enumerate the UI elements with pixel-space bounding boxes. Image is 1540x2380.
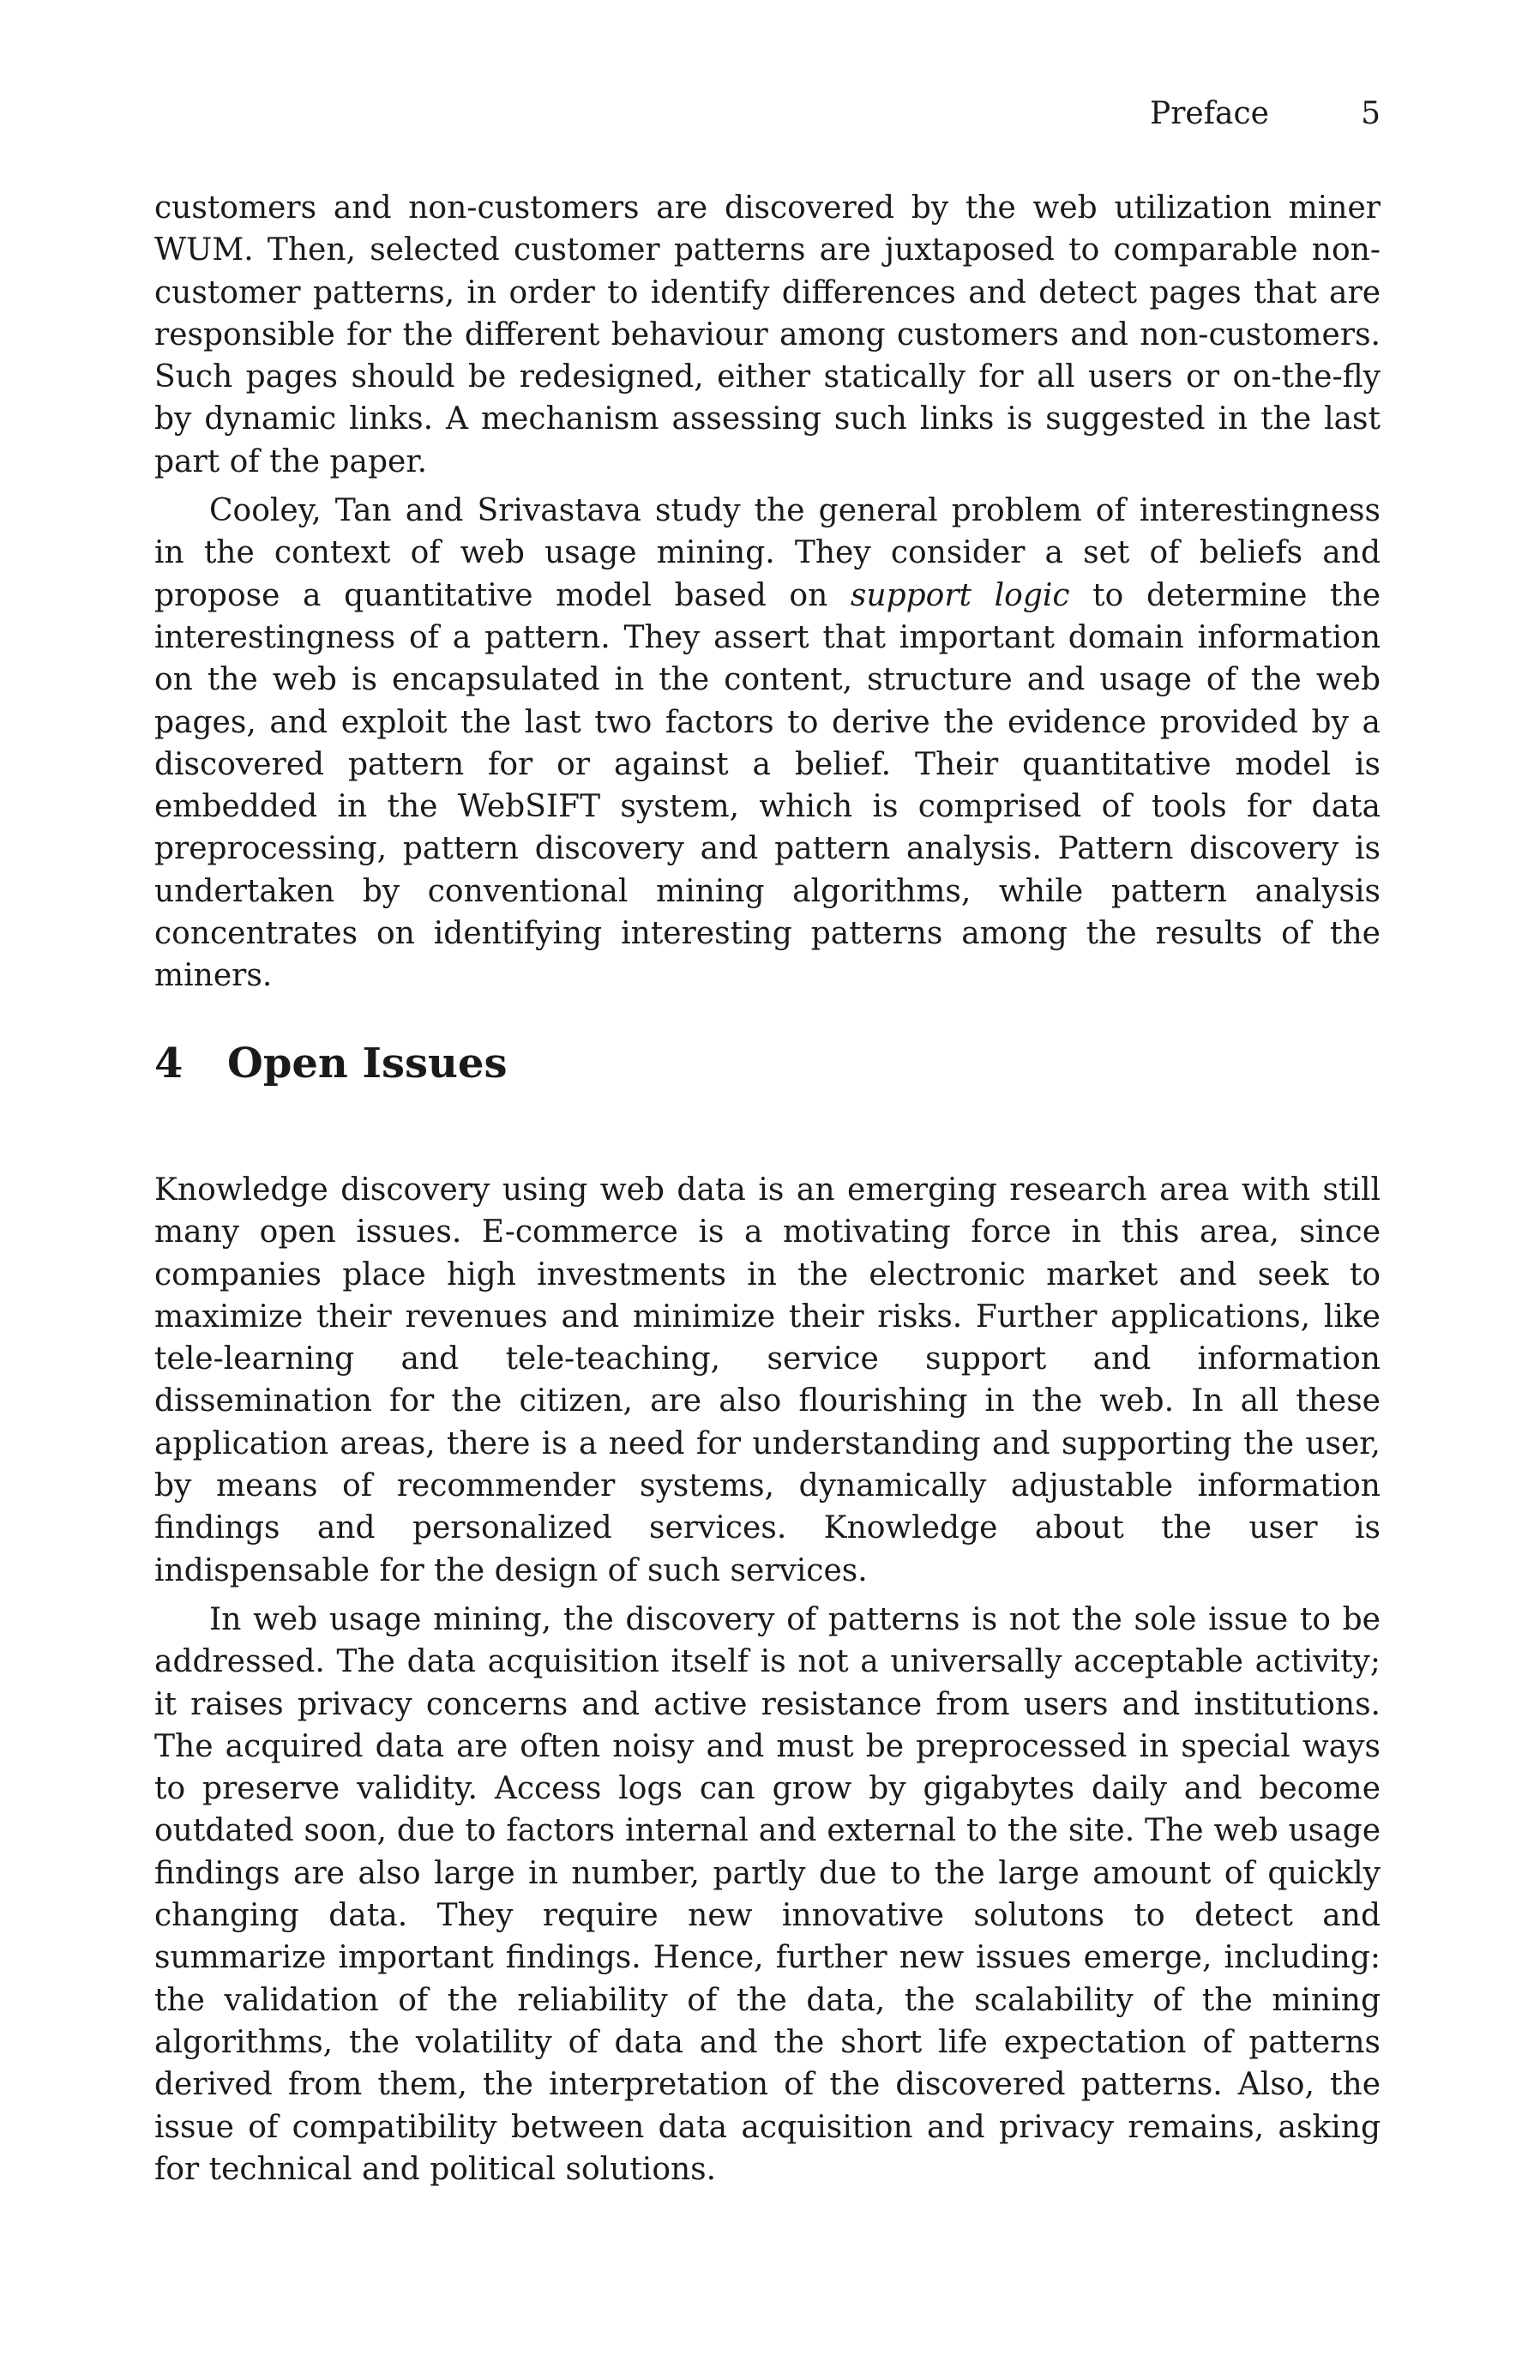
body-text-open-issues <box>154 1169 1381 2190</box>
running-title: Preface <box>1150 96 1269 131</box>
section-number: 4 <box>154 1039 183 1088</box>
paragraph-cooley-text-b: to determine the interestingness of a pattern. They assert that important domain information on the web is encapsulated in the content, structure and usage of the web pages, and exploit the last two factors to derive the evidence provided by a discovered pattern for or against a belief. Their quantitative model is embedded in the WebSIFT system, which is comprised of tools for data preprocessing, pattern discovery and pattern analysis. Pattern discovery is undertaken by conventional mining algorithms, while pattern analysis concentrates on identifying interesting patterns among the results of the miners. <box>154 577 1381 994</box>
paragraph-wum-continuation: customers and non-customers are discovered by the web utilization miner WUM. Then, selected customer patterns are juxtaposed to comparable non-customer patterns, in order to identify differences and detect pages that are responsible for the different behaviour among customers and non-customers. Such pages should be redesigned, either statically for all users or on-the-fly by dynamic links. A mechanism assessing such links is suggested in the last part of the paper. <box>154 190 1381 479</box>
paragraph-knowledge-discovery: Knowledge discovery using web data is an emerging research area with still many open issues. E-commerce is a motivating force in this area, since companies place high investments in the electronic market and seek to maximize their revenues and minimize their risks. Further applications, like tele-learning and tele-teaching, service support and information dissemination for the citizen, are also flourishing in the web. In all these application areas, there is a need for understanding and supporting the user, by means of recommender systems, dynamically adjustable information findings and personalized services. Knowledge about the user is indispensable for the design of such services. <box>154 1172 1381 1588</box>
running-head <box>154 96 1381 139</box>
section-heading <box>154 1038 1381 1089</box>
body-text-before-section <box>154 187 1381 997</box>
page-number: 5 <box>1361 96 1381 131</box>
emphasis-support-logic: support logic <box>850 577 1070 613</box>
section-title: Open Issues <box>227 1039 508 1088</box>
paragraph-cooley-websift <box>154 490 1381 997</box>
paragraph-web-usage-mining-issues: In web usage mining, the discovery of patterns is not the sole issue to be addressed. The data acquisition itself is not a universally acceptable activity; it raises privacy concerns and active resistance from users and institutions. The acquired data are often noisy and must be preprocessed in special ways to preserve validity. Access logs can grow by gigabytes daily and become outdated soon, due to factors internal and external to the site. The web usage findings are also large in number, partly due to the large amount of quickly changing data. They require new innovative solutons to detect and summarize important findings. Hence, further new issues emerge, including: the validation of the reliability of the data, the scalability of the mining algorithms, the volatility of data and the short life expectation of patterns derived from them, the interpretation of the discovered patterns. Also, the issue of compatibility between data acquisition and privacy remains, asking for technical and political solutions. <box>154 1601 1381 2187</box>
paragraph-cooley-text-a: Cooley, Tan and Srivastava study the general problem of interestingness in the context of web usage mining. They consider a set of beliefs and propose a quantitative model based on <box>154 493 1381 613</box>
